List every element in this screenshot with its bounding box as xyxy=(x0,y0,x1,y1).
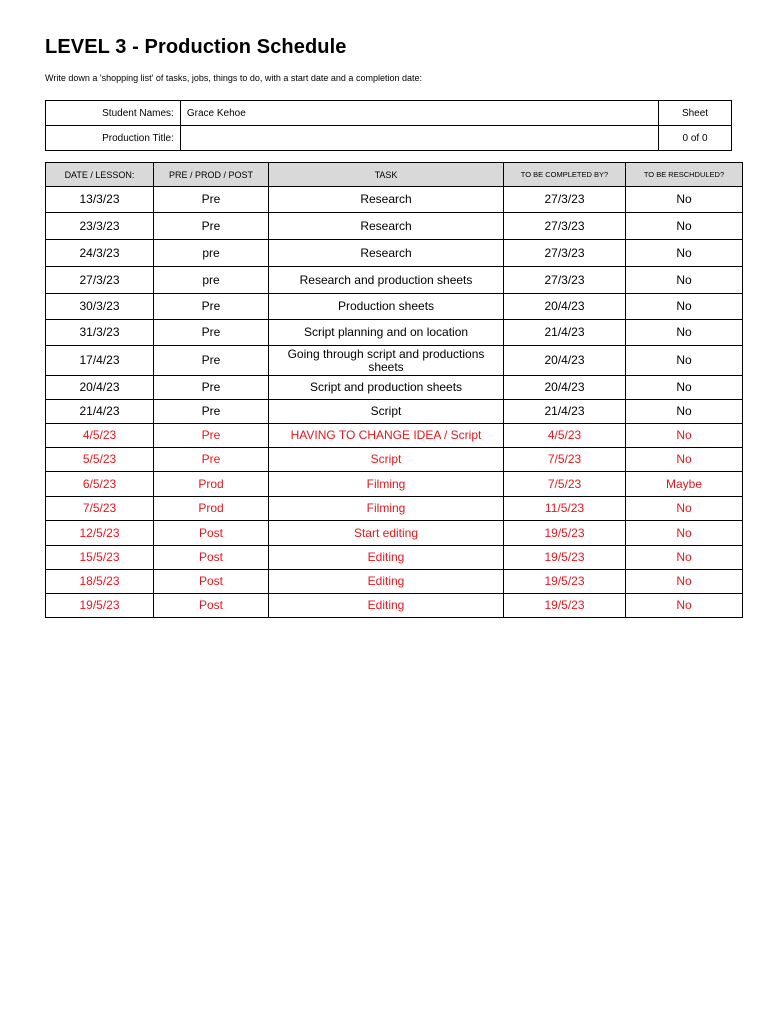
phase-cell: Post xyxy=(154,594,269,618)
rescheduled-cell: No xyxy=(626,346,743,376)
info-table xyxy=(45,100,732,151)
table-row xyxy=(46,400,743,424)
task-cell: Editing xyxy=(269,594,504,618)
page-title: LEVEL 3 - Production Schedule xyxy=(45,36,347,58)
task-cell: Script planning and on location xyxy=(269,320,504,346)
schedule-table xyxy=(45,162,743,618)
table-row xyxy=(46,320,743,346)
date-cell: 21/4/23 xyxy=(46,400,154,424)
task-cell: Filming xyxy=(269,472,504,497)
table-row xyxy=(46,570,743,594)
header-completed-by: TO BE COMPLETED BY? xyxy=(504,163,626,187)
task-cell: Going through script and productions sheets xyxy=(269,346,504,376)
table-row xyxy=(46,424,743,448)
date-cell: 7/5/23 xyxy=(46,497,154,521)
rescheduled-cell: No xyxy=(626,213,743,240)
table-row xyxy=(46,346,743,376)
phase-cell: Post xyxy=(154,546,269,570)
date-cell: 27/3/23 xyxy=(46,267,154,294)
header-rescheduled: TO BE RESCHDULED? xyxy=(626,163,743,187)
date-cell: 18/5/23 xyxy=(46,570,154,594)
schedule-body xyxy=(46,187,743,618)
task-cell: Research xyxy=(269,213,504,240)
rescheduled-cell: No xyxy=(626,497,743,521)
date-cell: 30/3/23 xyxy=(46,294,154,320)
completed-by-cell: 19/5/23 xyxy=(504,570,626,594)
production-title-label: Production Title: xyxy=(46,126,181,151)
table-row xyxy=(46,521,743,546)
sheet-label: Sheet xyxy=(659,101,732,126)
phase-cell: Prod xyxy=(154,472,269,497)
rescheduled-cell: No xyxy=(626,448,743,472)
date-cell: 19/5/23 xyxy=(46,594,154,618)
rescheduled-cell: Maybe xyxy=(626,472,743,497)
completed-by-cell: 19/5/23 xyxy=(504,521,626,546)
phase-cell: Pre xyxy=(154,448,269,472)
task-cell: Start editing xyxy=(269,521,504,546)
completed-by-cell: 7/5/23 xyxy=(504,472,626,497)
rescheduled-cell: No xyxy=(626,187,743,213)
date-cell: 17/4/23 xyxy=(46,346,154,376)
completed-by-cell: 27/3/23 xyxy=(504,187,626,213)
completed-by-cell: 21/4/23 xyxy=(504,400,626,424)
table-row xyxy=(46,213,743,240)
date-cell: 24/3/23 xyxy=(46,240,154,267)
task-cell: Research and production sheets xyxy=(269,267,504,294)
phase-cell: Prod xyxy=(154,497,269,521)
completed-by-cell: 11/5/23 xyxy=(504,497,626,521)
phase-cell: Pre xyxy=(154,294,269,320)
task-cell: Editing xyxy=(269,570,504,594)
table-row xyxy=(46,376,743,400)
date-cell: 4/5/23 xyxy=(46,424,154,448)
completed-by-cell: 27/3/23 xyxy=(504,240,626,267)
phase-cell: Pre xyxy=(154,376,269,400)
date-cell: 12/5/23 xyxy=(46,521,154,546)
rescheduled-cell: No xyxy=(626,521,743,546)
completed-by-cell: 4/5/23 xyxy=(504,424,626,448)
date-cell: 23/3/23 xyxy=(46,213,154,240)
task-cell: Research xyxy=(269,240,504,267)
student-names-field[interactable]: Grace Kehoe xyxy=(180,101,658,126)
phase-cell: Pre xyxy=(154,400,269,424)
phase-cell: Pre xyxy=(154,346,269,376)
phase-cell: pre xyxy=(154,240,269,267)
date-cell: 31/3/23 xyxy=(46,320,154,346)
table-row xyxy=(46,294,743,320)
rescheduled-cell: No xyxy=(626,267,743,294)
table-row xyxy=(46,497,743,521)
rescheduled-cell: No xyxy=(626,570,743,594)
rescheduled-cell: No xyxy=(626,294,743,320)
date-cell: 20/4/23 xyxy=(46,376,154,400)
phase-cell: Pre xyxy=(154,424,269,448)
task-cell: Filming xyxy=(269,497,504,521)
completed-by-cell: 19/5/23 xyxy=(504,594,626,618)
table-row xyxy=(46,187,743,213)
task-cell: Script and production sheets xyxy=(269,376,504,400)
table-row xyxy=(46,546,743,570)
task-cell: HAVING TO CHANGE IDEA / Script xyxy=(269,424,504,448)
rescheduled-cell: No xyxy=(626,546,743,570)
header-task: TASK xyxy=(269,163,504,187)
completed-by-cell: 20/4/23 xyxy=(504,376,626,400)
table-row xyxy=(46,448,743,472)
task-cell: Research xyxy=(269,187,504,213)
table-row xyxy=(46,594,743,618)
date-cell: 6/5/23 xyxy=(46,472,154,497)
rescheduled-cell: No xyxy=(626,424,743,448)
rescheduled-cell: No xyxy=(626,594,743,618)
completed-by-cell: 19/5/23 xyxy=(504,546,626,570)
phase-cell: Post xyxy=(154,570,269,594)
header-date: DATE / LESSON: xyxy=(46,163,154,187)
phase-cell: Pre xyxy=(154,320,269,346)
task-cell: Production sheets xyxy=(269,294,504,320)
schedule-header-row xyxy=(46,163,743,187)
completed-by-cell: 20/4/23 xyxy=(504,294,626,320)
table-row xyxy=(46,472,743,497)
date-cell: 5/5/23 xyxy=(46,448,154,472)
completed-by-cell: 27/3/23 xyxy=(504,267,626,294)
table-row xyxy=(46,240,743,267)
instructions-text: Write down a 'shopping list' of tasks, jobs, things to do, with a start date and a completion date: xyxy=(45,73,422,83)
sheet-count: 0 of 0 xyxy=(659,126,732,151)
table-row xyxy=(46,267,743,294)
student-names-label: Student Names: xyxy=(46,101,181,126)
phase-cell: pre xyxy=(154,267,269,294)
production-title-field[interactable] xyxy=(180,126,658,151)
date-cell: 13/3/23 xyxy=(46,187,154,213)
task-cell: Script xyxy=(269,448,504,472)
rescheduled-cell: No xyxy=(626,240,743,267)
header-phase: PRE / PROD / POST xyxy=(154,163,269,187)
task-cell: Script xyxy=(269,400,504,424)
date-cell: 15/5/23 xyxy=(46,546,154,570)
rescheduled-cell: No xyxy=(626,400,743,424)
phase-cell: Pre xyxy=(154,187,269,213)
phase-cell: Post xyxy=(154,521,269,546)
completed-by-cell: 27/3/23 xyxy=(504,213,626,240)
phase-cell: Pre xyxy=(154,213,269,240)
completed-by-cell: 20/4/23 xyxy=(504,346,626,376)
rescheduled-cell: No xyxy=(626,376,743,400)
completed-by-cell: 7/5/23 xyxy=(504,448,626,472)
task-cell: Editing xyxy=(269,546,504,570)
rescheduled-cell: No xyxy=(626,320,743,346)
completed-by-cell: 21/4/23 xyxy=(504,320,626,346)
